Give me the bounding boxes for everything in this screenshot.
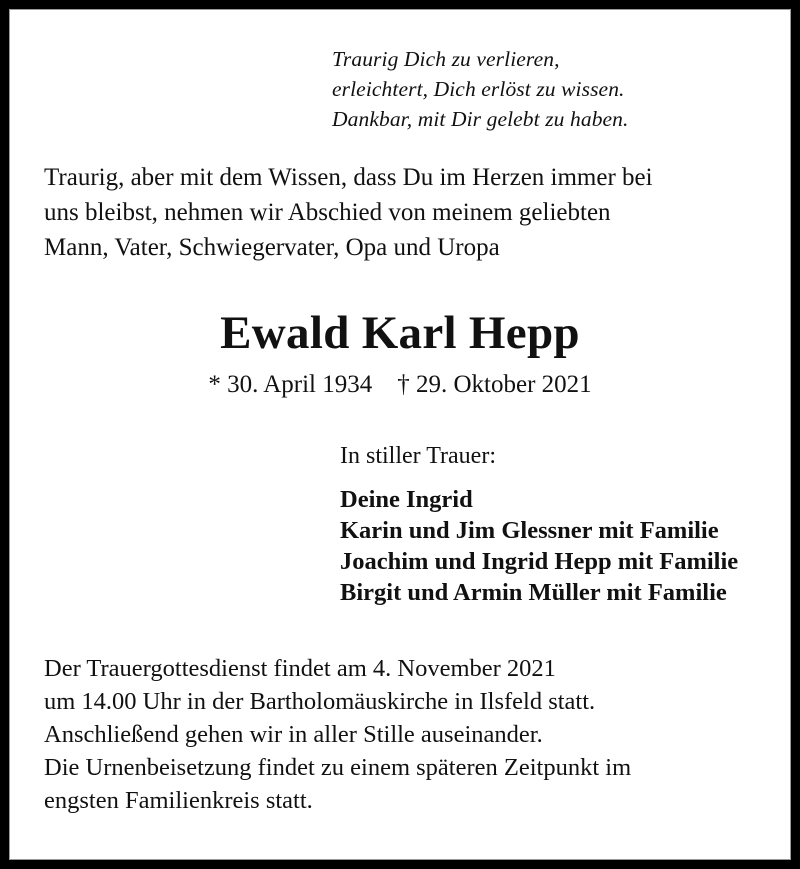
mourners-heading: In stiller Trauer: xyxy=(340,443,496,469)
epigraph-verse xyxy=(36,44,764,134)
intro-line-2: uns bleibst, nehmen wir Abschied von meinem geliebten xyxy=(44,199,611,226)
service-line-4: Die Urnenbeisetzung findet zu einem späteren Zeitpunkt im xyxy=(44,754,632,781)
service-details xyxy=(36,652,764,817)
service-line-1: Der Trauergottesdienst findet am 4. November 2021 xyxy=(44,655,556,682)
mourners-block xyxy=(36,440,764,608)
epigraph-line-2: erleichtert, Dich erlöst zu wissen. xyxy=(332,77,625,101)
mourner-name: Joachim und Ingrid Hepp mit Familie xyxy=(340,548,739,575)
intro-line-1: Traurig, aber mit dem Wissen, dass Du im Herzen immer bei xyxy=(44,164,653,191)
deceased-name-block xyxy=(36,305,764,401)
mourner-name: Birgit und Armin Müller mit Familie xyxy=(340,579,727,606)
mourners-list xyxy=(340,484,764,608)
intro-paragraph xyxy=(36,160,764,265)
deceased-name: Ewald Karl Hepp xyxy=(220,307,580,359)
intro-line-3: Mann, Vater, Schwiegervater, Opa und Uropa xyxy=(44,234,500,261)
service-line-2: um 14.00 Uhr in der Bartholomäuskirche in Ilsfeld statt. xyxy=(44,688,596,715)
life-dates: * 30. April 1934 † 29. Oktober 2021 xyxy=(208,371,592,398)
mourner-name: Deine Ingrid xyxy=(340,486,473,513)
service-line-3: Anschließend gehen wir in aller Stille auseinander. xyxy=(44,721,543,748)
service-line-5: engsten Familienkreis statt. xyxy=(44,787,313,814)
obituary-inner-frame xyxy=(9,9,791,860)
epigraph-line-1: Traurig Dich zu verlieren, xyxy=(332,47,560,71)
mourner-name: Karin und Jim Glessner mit Familie xyxy=(340,517,719,544)
epigraph-line-3: Dankbar, mit Dir gelebt zu haben. xyxy=(332,107,629,131)
